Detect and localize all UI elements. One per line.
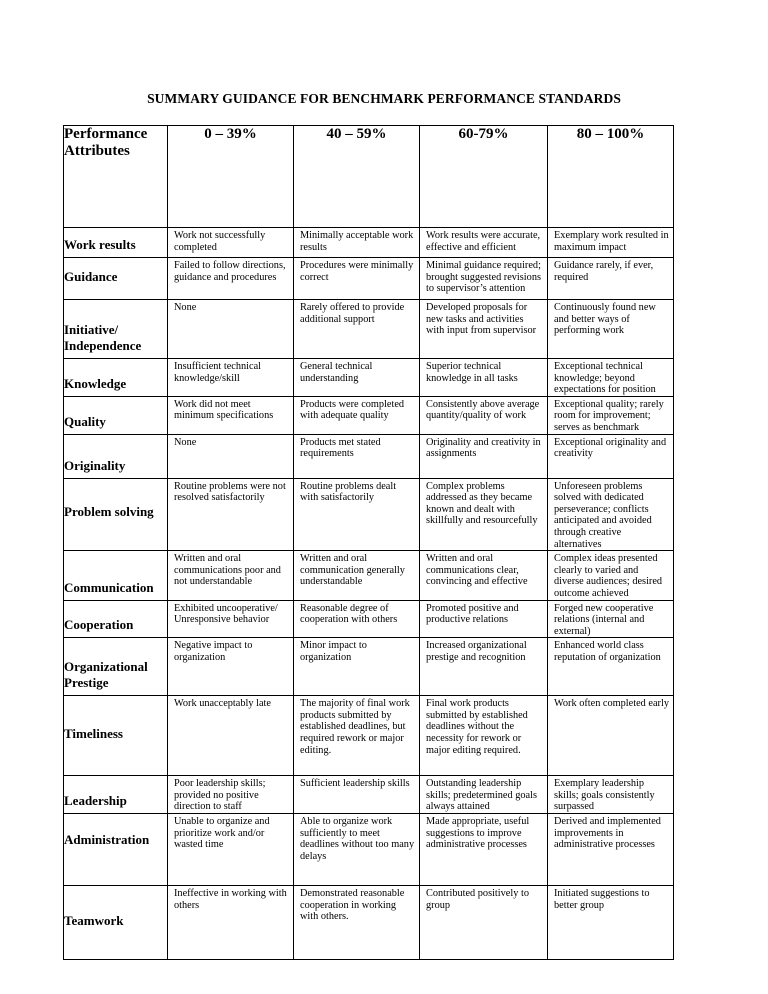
table-row: [64, 228, 674, 258]
rating-cell: Final work products submitted by established deadlines without the necessity for rework or major editing required.: [420, 696, 548, 776]
rating-cell: Written and oral communications poor and not understandable: [168, 551, 294, 600]
attribute-label: Quality: [64, 396, 168, 434]
rating-cell: Routine problems were not resolved satisfactorily: [168, 478, 294, 551]
rating-cell: Exhibited uncooperative/ Unresponsive behavior: [168, 600, 294, 638]
rating-cell: The majority of final work products submitted by established deadlines, but required rework or major editing.: [294, 696, 420, 776]
table-row: [64, 300, 674, 359]
rating-cell: None: [168, 434, 294, 478]
rating-cell: Products were completed with adequate quality: [294, 396, 420, 434]
table-row: [64, 696, 674, 776]
rating-cell: Exceptional quality; rarely room for improvement; serves as benchmark: [548, 396, 674, 434]
rating-cell: Work often completed early: [548, 696, 674, 776]
attribute-label: Work results: [64, 228, 168, 258]
header-performance-attributes: Performance Attributes: [64, 126, 148, 159]
attribute-label: Teamwork: [64, 886, 168, 960]
rating-cell: Continuously found new and better ways of performing work: [548, 300, 674, 359]
rating-cell: Routine problems dealt with satisfactorily: [294, 478, 420, 551]
attribute-label: Problem solving: [64, 478, 168, 551]
table-row: [64, 478, 674, 551]
rating-cell: Increased organizational prestige and recognition: [420, 638, 548, 696]
header-range-0-39: 0 – 39%: [168, 126, 294, 228]
rating-cell: Guidance rarely, if ever, required: [548, 258, 674, 300]
rating-cell: Negative impact to organization: [168, 638, 294, 696]
table-row: [64, 776, 674, 814]
attribute-label: Timeliness: [64, 696, 168, 776]
table-row: [64, 600, 674, 638]
rating-cell: Promoted positive and productive relations: [420, 600, 548, 638]
rating-cell: Rarely offered to provide additional support: [294, 300, 420, 359]
header-range-80-100: 80 – 100%: [548, 126, 674, 228]
attribute-label: Leadership: [64, 776, 168, 814]
attribute-label: Knowledge: [64, 359, 168, 397]
rating-cell: Superior technical knowledge in all tasks: [420, 359, 548, 397]
table-row: [64, 434, 674, 478]
rating-cell: Written and oral communication generally understandable: [294, 551, 420, 600]
rating-cell: Developed proposals for new tasks and activities with input from supervisor: [420, 300, 548, 359]
rating-cell: Reasonable degree of cooperation with others: [294, 600, 420, 638]
rating-cell: Able to organize work sufficiently to meet deadlines without too many delays: [294, 814, 420, 886]
rating-cell: Poor leadership skills; provided no positive direction to staff: [168, 776, 294, 814]
rating-cell: Work results were accurate, effective and efficient: [420, 228, 548, 258]
attribute-label: Cooperation: [64, 600, 168, 638]
rating-cell: Derived and implemented improvements in administrative processes: [548, 814, 674, 886]
rating-cell: Written and oral communications clear, convincing and effective: [420, 551, 548, 600]
benchmark-table: [63, 125, 674, 960]
attribute-label: Communication: [64, 551, 168, 600]
rating-cell: Products met stated requirements: [294, 434, 420, 478]
table-row: [64, 396, 674, 434]
table-row: [64, 814, 674, 886]
table-row: [64, 258, 674, 300]
rating-cell: Ineffective in working with others: [168, 886, 294, 960]
rating-cell: Failed to follow directions, guidance and procedures: [168, 258, 294, 300]
rating-cell: Exceptional technical knowledge; beyond expectations for position: [548, 359, 674, 397]
rating-cell: Initiated suggestions to better group: [548, 886, 674, 960]
rating-cell: Contributed positively to group: [420, 886, 548, 960]
rating-cell: Consistently above average quantity/quality of work: [420, 396, 548, 434]
table-row: [64, 359, 674, 397]
rating-cell: Insufficient technical knowledge/skill: [168, 359, 294, 397]
rating-cell: Work did not meet minimum specifications: [168, 396, 294, 434]
rating-cell: Originality and creativity in assignments: [420, 434, 548, 478]
table-row: [64, 886, 674, 960]
attribute-label: Administration: [64, 814, 168, 886]
rating-cell: Procedures were minimally correct: [294, 258, 420, 300]
rating-cell: Unforeseen problems solved with dedicated perseverance; conflicts anticipated and avoided through creative alternatives: [548, 478, 674, 551]
rating-cell: Complex ideas presented clearly to varied and diverse audiences; desired outcome achieved: [548, 551, 674, 600]
rating-cell: Enhanced world class reputation of organization: [548, 638, 674, 696]
rating-cell: Work unacceptably late: [168, 696, 294, 776]
attribute-label: Organizational Prestige: [64, 638, 168, 696]
attribute-label: Guidance: [64, 258, 168, 300]
table-row: [64, 638, 674, 696]
attribute-label: Originality: [64, 434, 168, 478]
rating-cell: Complex problems addressed as they became known and dealt with skillfully and resourcefully: [420, 478, 548, 551]
attribute-label: Initiative/ Independence: [64, 300, 168, 359]
rating-cell: Exemplary leadership skills; goals consistently surpassed: [548, 776, 674, 814]
header-range-40-59: 40 – 59%: [294, 126, 420, 228]
rating-cell: Exceptional originality and creativity: [548, 434, 674, 478]
rating-cell: Minor impact to organization: [294, 638, 420, 696]
rating-cell: Unable to organize and prioritize work and/or wasted time: [168, 814, 294, 886]
table-row: [64, 551, 674, 600]
rating-cell: None: [168, 300, 294, 359]
rating-cell: Minimally acceptable work results: [294, 228, 420, 258]
header-range-60-79: 60-79%: [420, 126, 548, 228]
rating-cell: Sufficient leadership skills: [294, 776, 420, 814]
rating-cell: Outstanding leadership skills; predetermined goals always attained: [420, 776, 548, 814]
table-header-row: [64, 126, 674, 228]
rating-cell: Work not successfully completed: [168, 228, 294, 258]
rating-cell: Made appropriate, useful suggestions to improve administrative processes: [420, 814, 548, 886]
rating-cell: Forged new cooperative relations (internal and external): [548, 600, 674, 638]
rating-cell: General technical understanding: [294, 359, 420, 397]
rating-cell: Minimal guidance required; brought suggested revisions to supervisor’s attention: [420, 258, 548, 300]
rating-cell: Exemplary work resulted in maximum impact: [548, 228, 674, 258]
rating-cell: Demonstrated reasonable cooperation in working with others.: [294, 886, 420, 960]
document-title: SUMMARY GUIDANCE FOR BENCHMARK PERFORMANCE STANDARDS: [147, 91, 621, 106]
